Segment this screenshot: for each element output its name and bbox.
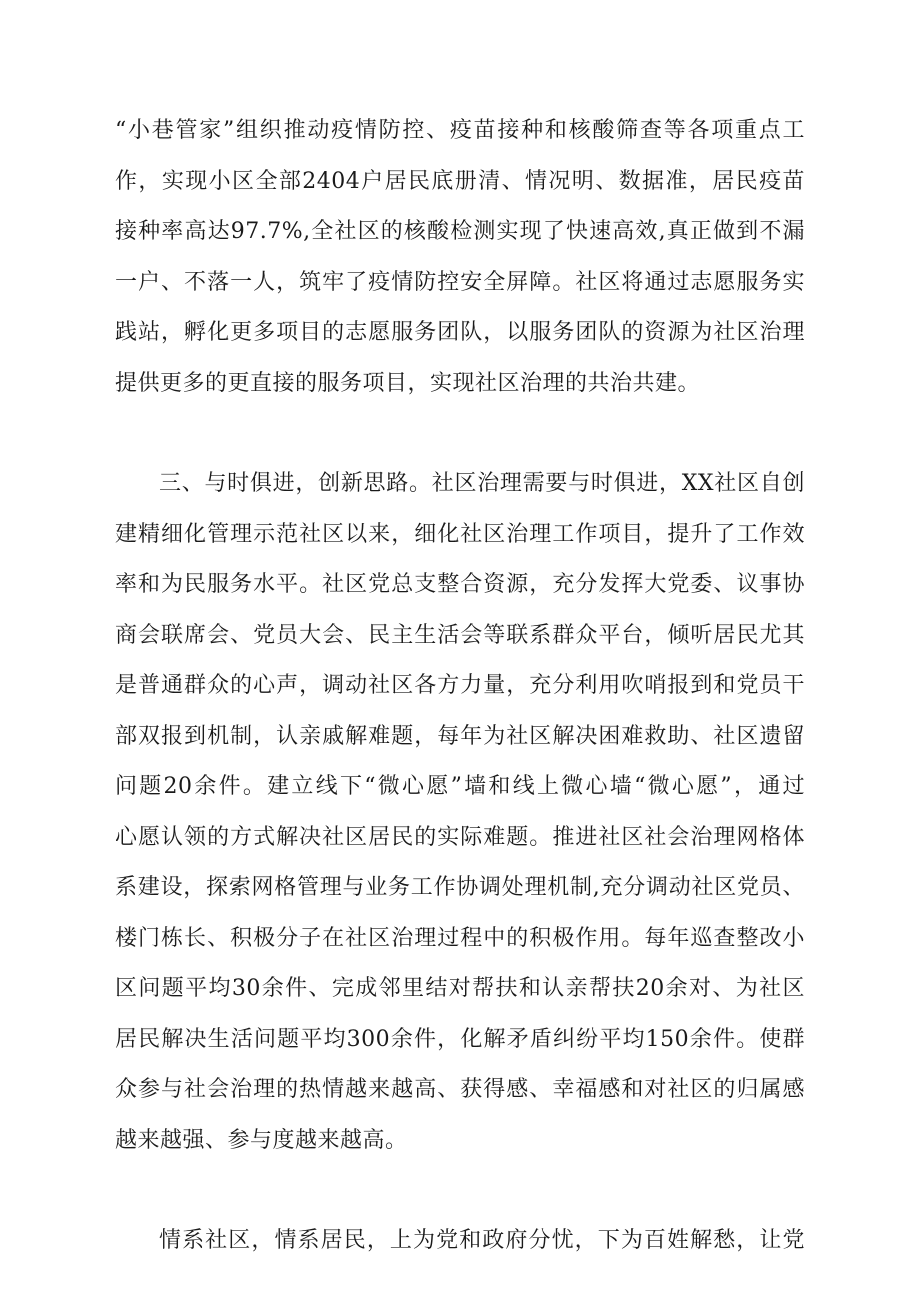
- text-line: 作，实现小区全部2404户居民底册清、情况明、数据准，居民疫苗: [115, 168, 805, 194]
- text-line: 提供更多的更直接的服务项目，实现社区治理的共治共建。: [115, 370, 701, 396]
- text-line: 区问题平均30余件、完成邻里结对帮扶和认亲帮扶20余对、为社区: [115, 976, 805, 1001]
- text-line: 问题20余件。建立线下“微心愿”墙和线上微心墙“微心愿”，通过: [115, 774, 805, 799]
- text-line: “小巷管家”组织推动疫情防控、疫苗接种和核酸筛查等各项重点工: [115, 118, 805, 143]
- paragraph-spacer: [115, 1166, 805, 1216]
- text-line: 楼门栋长、积极分子在社区治理过程中的积极作用。每年巡查整改小: [115, 925, 805, 951]
- text-line: 接种率高达97.7%,全社区的核酸检测实现了快速高效,真正做到不漏: [115, 219, 805, 244]
- text-line: 越来越强、参与度越来越高。: [115, 1127, 408, 1153]
- text-line: 建精细化管理示范社区以来，细化社区治理工作项目，提升了工作效: [115, 521, 805, 547]
- paragraph-spacer: [115, 409, 805, 459]
- paragraph-3: [115, 1216, 805, 1267]
- text-line: 践站，孵化更多项目的志愿服务团队，以服务团队的资源为社区治理: [115, 320, 805, 345]
- document-body: [115, 106, 805, 1267]
- paragraph-2: [115, 459, 805, 1166]
- text-line: 心愿认领的方式解决社区居民的实际难题。推进社区社会治理网格体: [115, 824, 805, 850]
- text-line: 居民解决生活问题平均300余件，化解矛盾纠纷平均150余件。使群: [115, 1026, 805, 1052]
- text-line: 是普通群众的心声，调动社区各方力量，充分利用吹哨报到和党员干: [115, 673, 805, 698]
- text-line: 系建设，探索网格管理与业务工作协调处理机制,充分调动社区党员、: [115, 875, 805, 900]
- text-line: 商会联席会、党员大会、民主生活会等联系群众平台，倾听居民尤其: [115, 622, 805, 648]
- text-line: 众参与社会治理的热情越来越高、获得感、幸福感和对社区的归属感: [115, 1077, 805, 1102]
- text-line: 率和为民服务水平。社区党总支整合资源，充分发挥大党委、议事协: [115, 572, 805, 597]
- text-line: 三、与时俱进，创新思路。社区治理需要与时俱进，XX社区自创: [159, 471, 805, 496]
- text-line: 部双报到机制，认亲戚解难题，每年为社区解决困难救助、社区遗留: [115, 723, 805, 749]
- text-line: 一户、不落一人，筑牢了疫情防控安全屏障。社区将通过志愿服务实: [115, 269, 805, 295]
- paragraph-1: [115, 106, 805, 409]
- text-line: 情系社区，情系居民，上为党和政府分忧，下为百姓解愁，让党: [159, 1228, 805, 1253]
